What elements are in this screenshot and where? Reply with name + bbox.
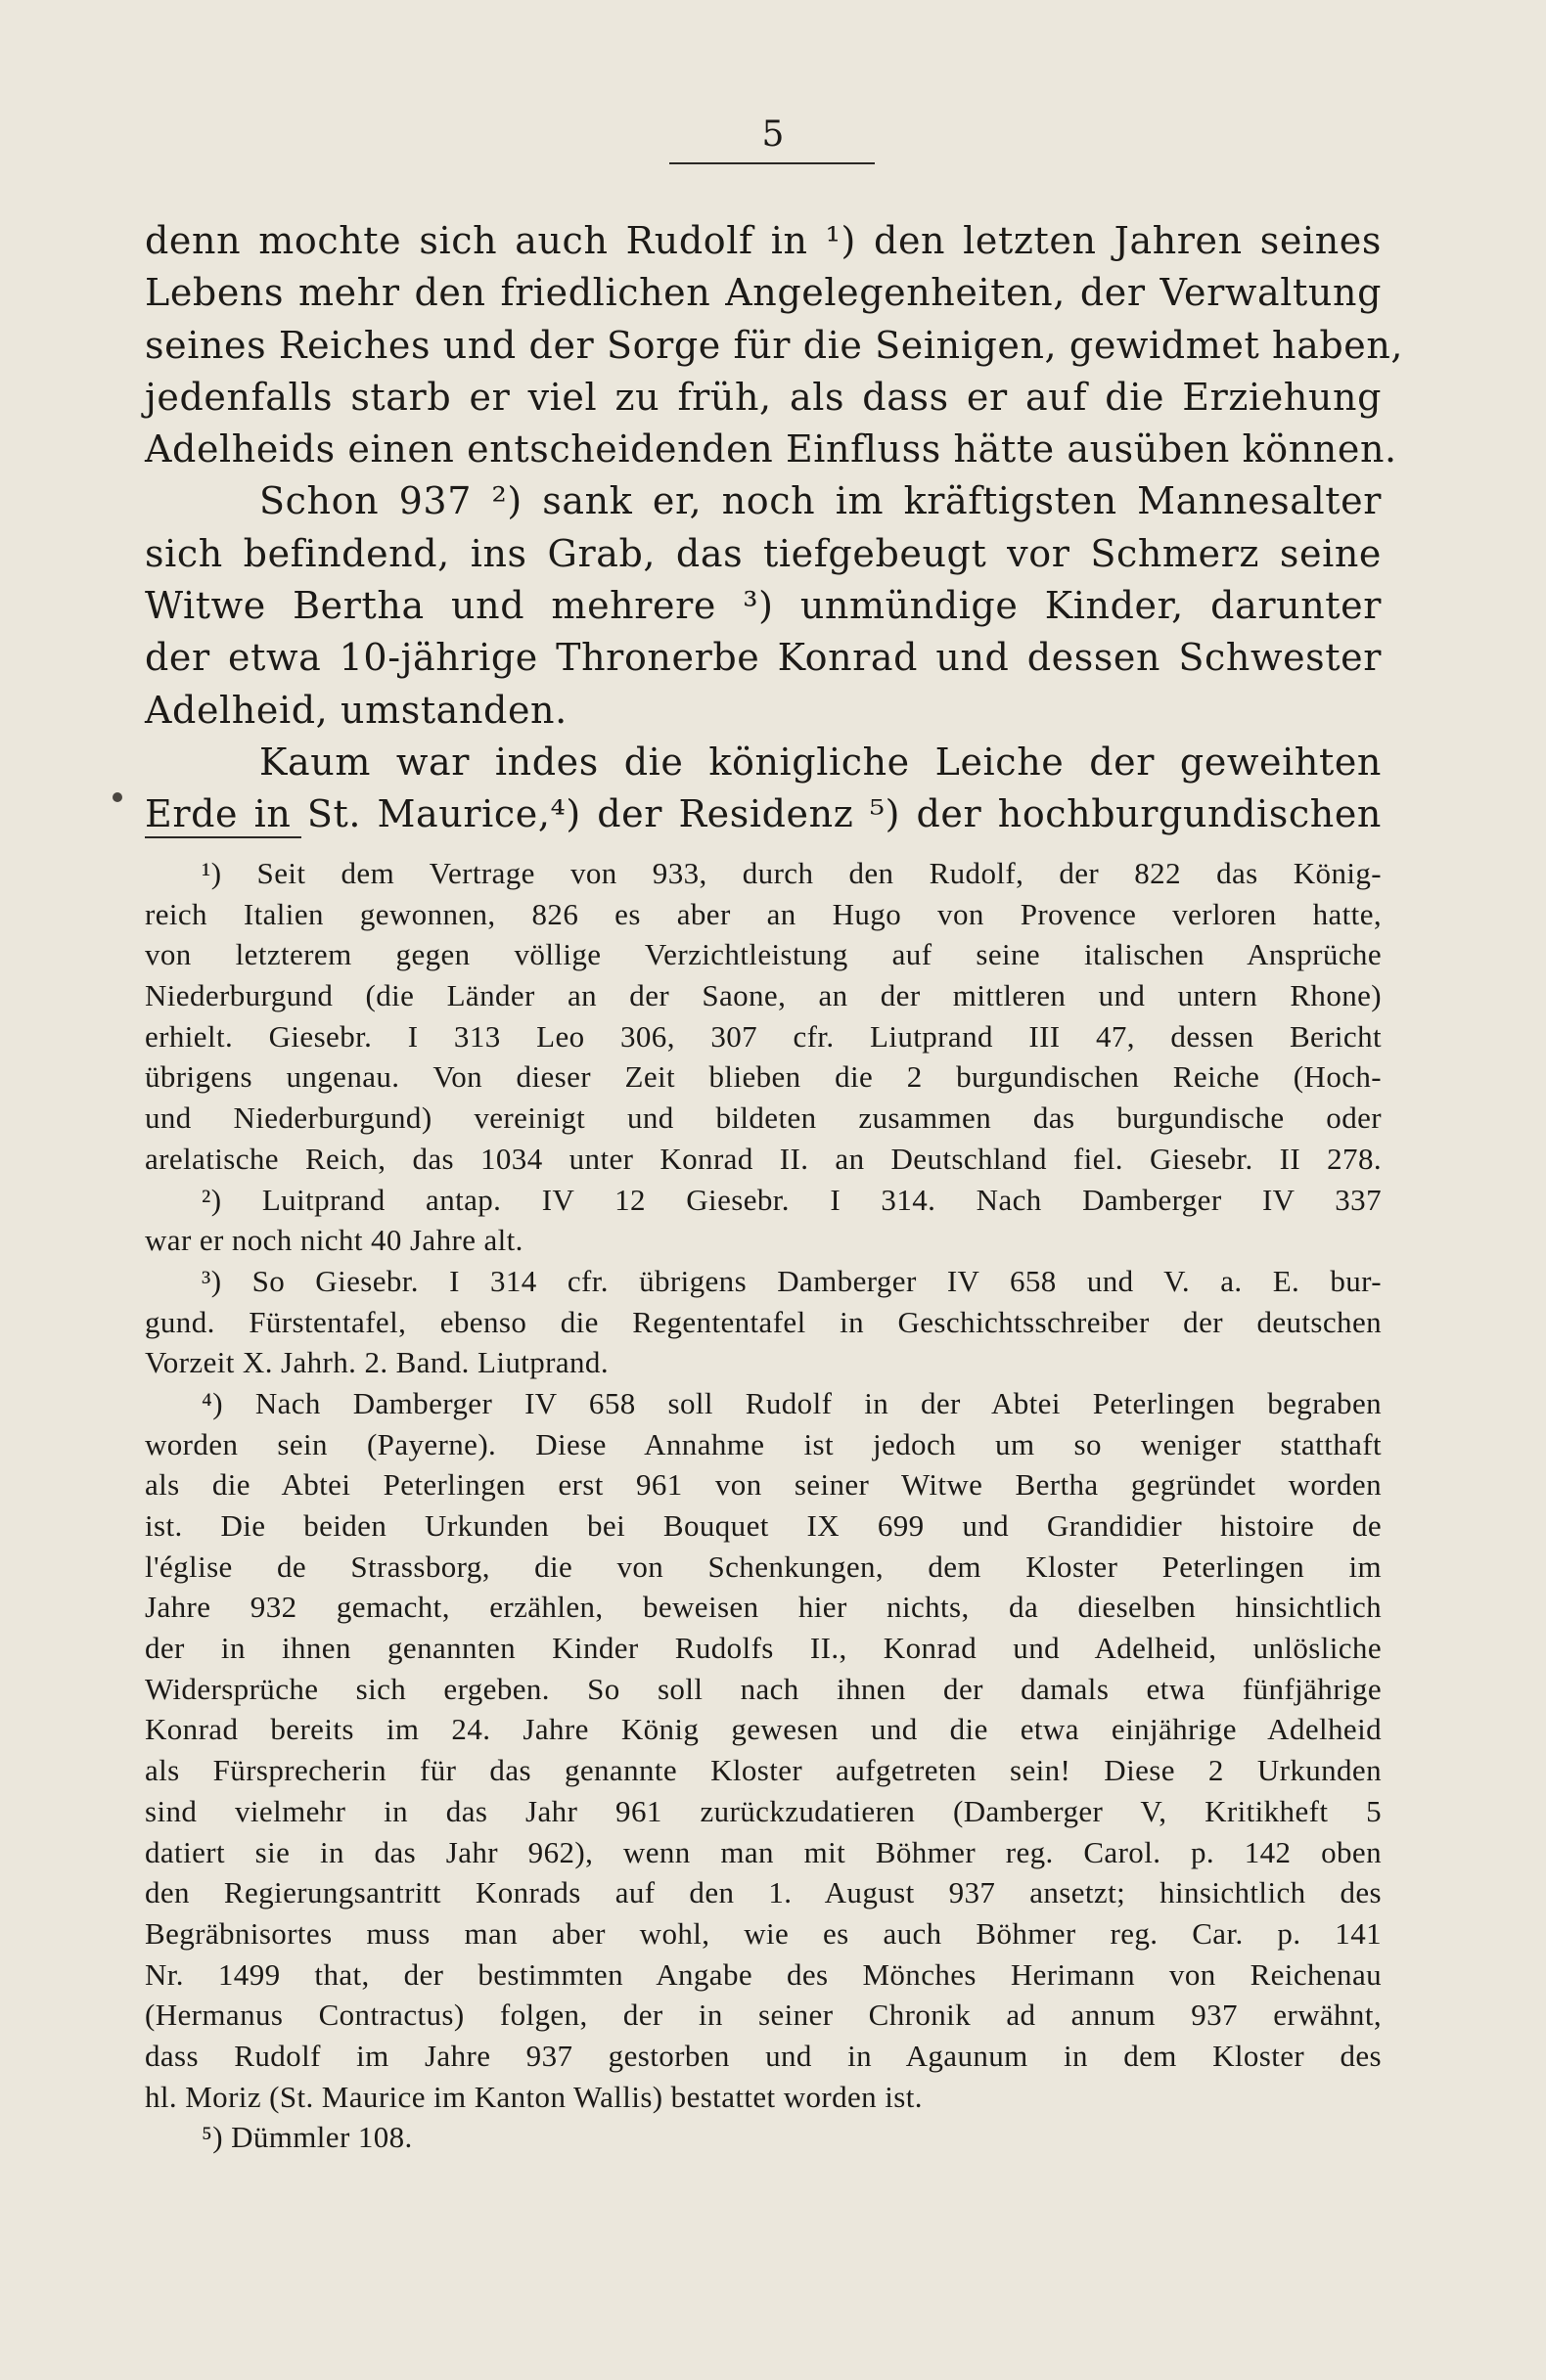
- footnote-line: arelatische Reich, das 1034 unter Konrad II. an Deutschland fiel. Giesebr. II 278.: [145, 1141, 1382, 1176]
- footnote-line: sind vielmehr in das Jahr 961 zurückzudatieren (Damberger V, Kritikheft 5: [145, 1793, 1382, 1828]
- footnotes: [145, 853, 1382, 2158]
- body-line: Witwe Bertha und mehrere ³) unmündige Kinder, darunter: [145, 584, 1382, 628]
- body-line: sich befindend, ins Grab, das tiefgebeugt vor Schmerz seine: [145, 531, 1382, 575]
- footnote-line: ist. Die beiden Urkunden bei Bouquet IX 699 und Grandidier histoire de: [145, 1508, 1382, 1543]
- footnote-rule: [145, 836, 301, 838]
- footnote-line: worden sein (Payerne). Diese Annahme ist jedoch um so weniger statthaft: [145, 1426, 1382, 1461]
- body-line: der etwa 10-jährige Thronerbe Konrad und dessen Schwester: [145, 636, 1382, 680]
- body-line: Adelheid, umstanden.: [145, 688, 568, 732]
- footnote-line: Niederburgund (die Länder an der Saone, an der mittleren und untern Rhone): [145, 978, 1382, 1013]
- footnote-line: dass Rudolf im Jahre 937 gestorben und in Agaunum in dem Kloster des: [145, 2038, 1382, 2073]
- footnote-line: als die Abtei Peterlingen erst 961 von seiner Witwe Bertha gegründet worden: [145, 1467, 1382, 1503]
- footnote-line: Konrad bereits im 24. Jahre König gewesen und die etwa einjährige Adelheid: [145, 1712, 1382, 1747]
- body-line: Schon 937 ²) sank er, noch im kräftigsten Mannesalter: [259, 479, 1382, 523]
- header-rule: [669, 162, 875, 164]
- footnote-line: ²) Luitprand antap. IV 12 Giesebr. I 314. Nach Damberger IV 337: [202, 1182, 1382, 1217]
- body-line: Kaum war indes die königliche Leiche der geweihten: [259, 740, 1382, 784]
- footnote-line: gund. Fürstentafel, ebenso die Regententafel in Geschichtsschreiber der deutschen: [145, 1304, 1382, 1339]
- footnote-line: hl. Moriz (St. Maurice im Kanton Wallis) bestattet worden ist.: [145, 2079, 923, 2114]
- footnote-line: ¹) Seit dem Vertrage von 933, durch den Rudolf, der 822 das König-: [202, 856, 1382, 890]
- footnote-line: datiert sie in das Jahr 962), wenn man mit Böhmer reg. Carol. p. 142 oben: [145, 1834, 1382, 1869]
- footnote-line: Begräbnisortes muss man aber wohl, wie es auch Böhmer reg. Car. p. 141: [145, 1915, 1382, 1951]
- body-line: Lebens mehr den friedlichen Angelegenheiten, der Verwaltung: [145, 271, 1382, 315]
- footnote-line: der in ihnen genannten Kinder Rudolfs II., Konrad und Adelheid, unlösliche: [145, 1631, 1382, 1666]
- footnote-line: Jahre 932 gemacht, erzählen, beweisen hier nichts, da dieselben hinsichtlich: [145, 1590, 1382, 1625]
- footnote-line: Nr. 1499 that, der bestimmten Angabe des Mönches Herimann von Reichenau: [145, 1956, 1382, 1992]
- footnote-line: ⁵) Dümmler 108.: [202, 2120, 413, 2155]
- footnote-line: und Niederburgund) vereinigt und bildeten zusammen das burgundische oder: [145, 1100, 1382, 1136]
- footnote-line: war er noch nicht 40 Jahre alt.: [145, 1223, 523, 1258]
- body-line: Erde in St. Maurice,⁴) der Residenz ⁵) der hochburgundischen: [145, 792, 1382, 836]
- body-line: denn mochte sich auch Rudolf in ¹) den letzten Jahren seines: [145, 219, 1382, 262]
- page-number: 5: [761, 114, 785, 155]
- footnote-line: reich Italien gewonnen, 826 es aber an Hugo von Provence verloren hatte,: [145, 896, 1382, 931]
- footnote-line: Widersprüche sich ergeben. So soll nach ihnen der damals etwa fünfjährige: [145, 1671, 1382, 1706]
- footnote-line: ³) So Giesebr. I 314 cfr. übrigens Damberger IV 658 und V. a. E. bur-: [202, 1263, 1382, 1298]
- footnote-line: den Regierungsantritt Konrads auf den 1. August 937 ansetzt; hinsichtlich des: [145, 1875, 1382, 1910]
- footnote-line: als Fürsprecherin für das genannte Kloster aufgetreten sein! Diese 2 Urkunden: [145, 1753, 1382, 1788]
- page-header: [675, 115, 871, 155]
- footnote-line: von letzterem gegen völlige Verzichtleistung auf seine italischen Ansprüche: [145, 937, 1382, 972]
- footnote-line: l'église de Strassborg, die von Schenkungen, dem Kloster Peterlingen im: [145, 1549, 1382, 1584]
- body-line: seines Reiches und der Sorge für die Seinigen, gewidmet haben,: [145, 323, 1404, 367]
- main-text: [145, 215, 1404, 841]
- footnote-line: (Hermanus Contractus) folgen, der in seiner Chronik ad annum 937 erwähnt,: [145, 1998, 1382, 2033]
- body-line: jedenfalls starb er viel zu früh, als dass er auf die Erziehung: [145, 375, 1382, 419]
- footnote-line: ⁴) Nach Damberger IV 658 soll Rudolf in der Abtei Peterlingen begraben: [202, 1385, 1382, 1420]
- footnote-line: übrigens ungenau. Von dieser Zeit blieben die 2 burgundischen Reiche (Hoch-: [145, 1059, 1382, 1095]
- footnote-line: Vorzeit X. Jahrh. 2. Band. Liutprand.: [145, 1345, 609, 1380]
- margin-dot: [113, 792, 122, 802]
- footnote-line: erhielt. Giesebr. I 313 Leo 306, 307 cfr. Liutprand III 47, dessen Bericht: [145, 1018, 1382, 1054]
- body-line: Adelheids einen entscheidenden Einfluss hätte ausüben können.: [145, 427, 1397, 472]
